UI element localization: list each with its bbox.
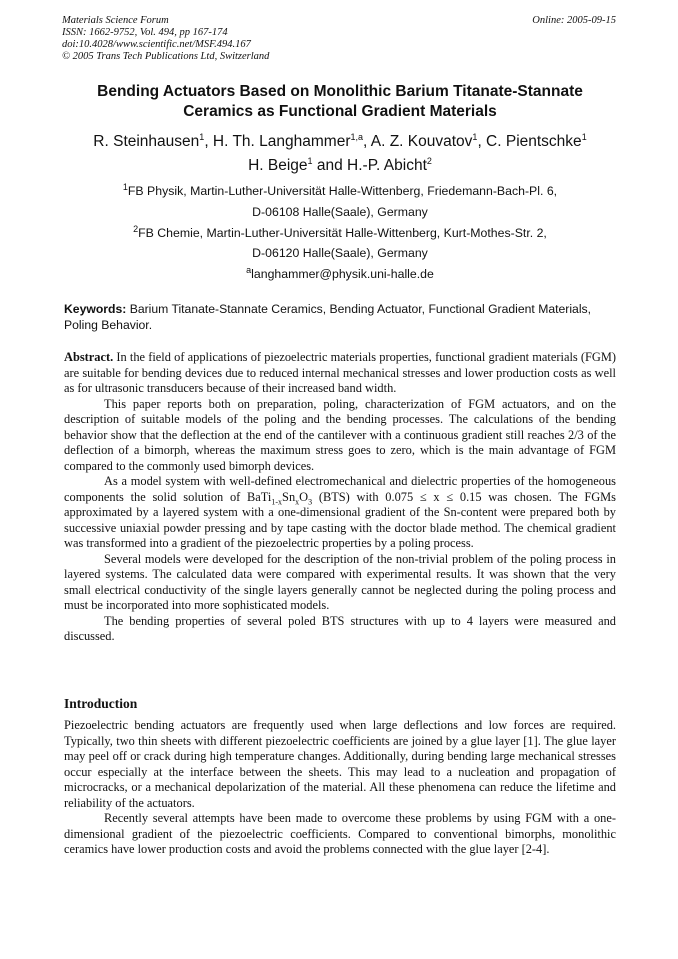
formula-subscript: 1-x — [271, 496, 283, 506]
title-line-1: Bending Actuators Based on Monolithic Barium Titanate-Stannate — [97, 83, 583, 100]
title-line-2: Ceramics as Functional Gradient Materials — [183, 103, 497, 120]
author-line-2 — [62, 154, 618, 178]
affiliation-1-line-2: D-06108 Halle(Saale), Germany — [252, 204, 428, 219]
abstract-paragraph: Several models were developed for the description of the non-trivial problem of the poling process in layered systems. The calculated data were compared with experimental results. It was shown that the very small electrical conductivity of the single layers generally cannot be neglected during the poling process and must be incorporated into more sophisticated models. — [64, 551, 616, 612]
affiliation-2-line-1 — [62, 223, 618, 244]
journal-name: Materials Science Forum — [62, 15, 169, 26]
affiliations — [62, 181, 618, 285]
abstract-text: Sn — [282, 489, 296, 504]
author-name: and H.-P. Abicht — [312, 157, 427, 174]
author-affil-mark: 1,a — [350, 131, 363, 142]
author-list — [62, 130, 618, 178]
author-name: , C. Pientschke — [477, 133, 582, 150]
formula-subscript: x — [295, 496, 300, 506]
abstract-paragraph: The bending properties of several poled BTS structures with up to 4 layers were measured and discussed. — [64, 613, 616, 643]
abstract-label: Abstract. — [64, 350, 114, 364]
abstract-text: O — [299, 489, 309, 504]
introduction-section — [64, 718, 616, 858]
abstract-paragraph: This paper reports both on preparation, poling, characterization of FGM actuators, and on the description of suitable models of the poling and the bending processes. The calculations of the bending behavior show that the deflection at the end of the cantilever with a continuous gradient still reaches 2/3 of the deflection of a bimorph, whereas the maximum stress goes to zero, which is the main advantage of FGM compared to the commonly used bimorph devices. — [64, 396, 616, 473]
introduction-paragraph: Piezoelectric bending actuators are frequently used when large deflections and low forces are required. Typically, two thin sheets with different piezoelectric coefficients are joined by a glue layer [1]. The glue layer may peel off or crack during high temperature changes. Additionally, during bending large mechanical stresses occur especially at the interface between the sheets. This may lead to a nucleation and propagation of microcracks, or a mechanical depolarization of the material. All these phenomena can reduce the lifetime and reliability of the actuators. — [64, 718, 616, 810]
abstract-text: In the field of applications of piezoelectric materials properties, functional gradient materials (FGM) are suitable for bending devices due to reduced internal mechanical stresses and lower production costs as well as for ultrasonic transducers because of their increased band width. — [64, 350, 616, 395]
copyright-line: © 2005 Trans Tech Publications Ltd, Switzerland — [62, 51, 270, 62]
author-name: H. Beige — [248, 157, 308, 174]
online-date: Online: 2005-09-15 — [532, 15, 616, 26]
author-name: , A. Z. Kouvatov — [363, 133, 473, 150]
abstract-paragraph — [64, 474, 616, 552]
email-address[interactable]: langhammer@physik.uni-halle.de — [251, 267, 434, 282]
abstract-text: As a model system with well-defined electromechanical and dielectric properties of the homogeneous components the solid solution of BaTi — [64, 474, 616, 504]
author-affil-mark: 2 — [426, 155, 432, 166]
abstract-paragraph — [64, 350, 616, 397]
author-affil-mark: 1 — [199, 131, 205, 142]
email-mark: a — [246, 265, 252, 276]
author-line-1 — [62, 130, 618, 154]
journal-header — [62, 15, 618, 63]
section-heading-introduction: Introduction — [64, 696, 138, 711]
email-line — [62, 264, 618, 285]
author-name: , H. Th. Langhammer — [204, 133, 351, 150]
affil-text: FB Chemie, Martin-Luther-Universität Halle-Wittenberg, Kurt-Mothes-Str. 2, — [138, 225, 547, 240]
affil-text: FB Physik, Martin-Luther-Universität Halle-Wittenberg, Friedemann-Bach-Pl. 6, — [127, 184, 558, 198]
keywords-text: Barium Titanate-Stannate Ceramics, Bending Actuator, Functional Gradient Materials, Poling Behavior. — [64, 302, 592, 332]
issn-line: ISSN: 1662-9752, Vol. 494, pp 167-174 — [62, 27, 228, 38]
doi-line: doi:10.4028/www.scientific.net/MSF.494.167 — [62, 39, 251, 50]
introduction-paragraph: Recently several attempts have been made to overcome these problems by using FGM with a one- dimensional gradient of the piezoelectric coefficients. Compared to conventional bimorphs, monolithic ceramics have lower production costs and avoid the problems connected with the glue layer [2-4]. — [64, 811, 616, 856]
formula-subscript: 3 — [308, 496, 313, 506]
keywords-label: Keywords: — [64, 302, 127, 316]
affil-mark: 1 — [122, 181, 128, 192]
affil-mark: 2 — [133, 223, 139, 234]
author-name: R. Steinhausen — [93, 133, 200, 150]
author-affil-mark: 1 — [472, 131, 478, 142]
affiliation-1-line-1 — [62, 181, 618, 202]
abstract-text: (BTS) with 0.075 ≤ x ≤ 0.15 was chosen. The FGMs approximated by a layered system with a one-dimensional gradient of the Sn-content were prepared both by successive uniaxial powder pressing and by tape casting with the doctor blade method. The chemical gradient was transformed into a gradient of the piezoelectric properties by a poling process. — [64, 489, 616, 550]
paper-title — [62, 82, 618, 122]
keywords — [64, 302, 616, 333]
affiliation-2-line-2: D-06120 Halle(Saale), Germany — [252, 246, 428, 261]
author-affil-mark: 1 — [581, 131, 587, 142]
author-affil-mark: 1 — [307, 155, 313, 166]
abstract-section — [64, 350, 616, 645]
